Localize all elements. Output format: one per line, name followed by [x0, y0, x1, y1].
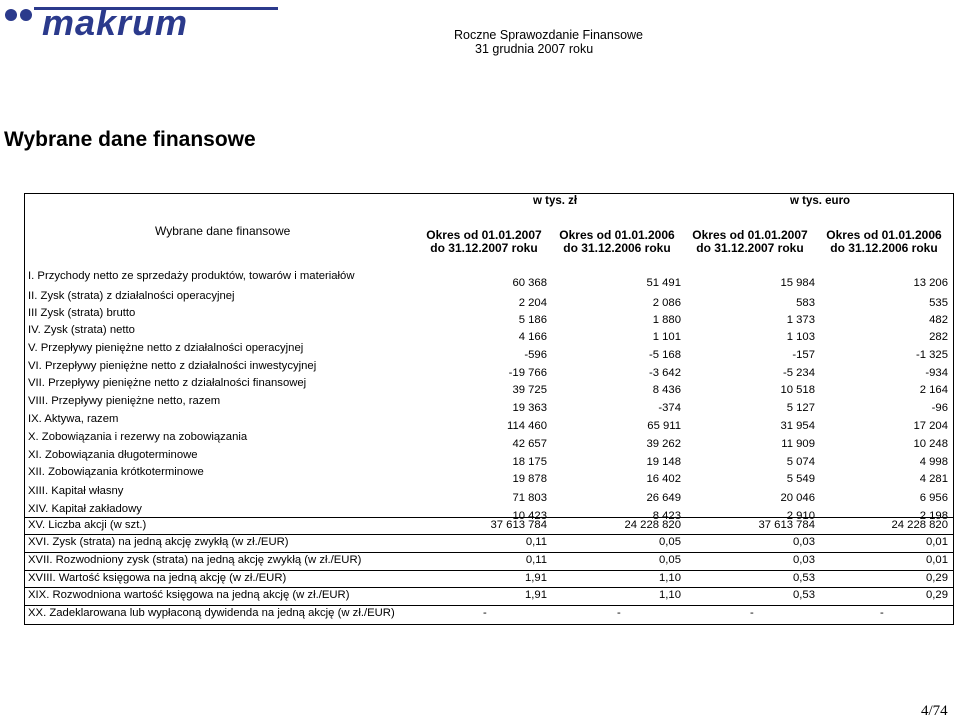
row-value: - [617, 607, 621, 619]
row-value: 6 956 [919, 492, 948, 504]
row-label: XII. Zobowiązania krótkoterminowe [28, 466, 204, 478]
row-value: 31 954 [780, 420, 815, 432]
row-value: -596 [524, 349, 547, 361]
row-value: 1,91 [525, 589, 547, 601]
row-value: - [750, 607, 754, 619]
row-value: 2 086 [652, 297, 681, 309]
row-label: V. Przepływy pieniężne netto z działalności operacyjnej [28, 342, 304, 354]
row-label: X. Zobowiązania i rezerwy na zobowiązania [28, 431, 248, 443]
row-value: 18 175 [512, 456, 547, 468]
row-value: 1 373 [786, 314, 815, 326]
row-value: 1 103 [786, 331, 815, 343]
row-value: 8 423 [652, 510, 681, 522]
row-value: -5 168 [648, 349, 681, 361]
row-value: 13 206 [913, 277, 948, 289]
row-label: XI. Zobowiązania długoterminowe [28, 449, 198, 461]
row-value: 1,10 [659, 572, 681, 584]
row-value: 1 101 [652, 331, 681, 343]
row-value: 65 911 [647, 420, 681, 432]
row-label: XX. Zadeklarowana lub wypłaconą dywidenda na jedną akcję (w zł./EUR) [28, 607, 395, 619]
row-divider [25, 552, 953, 553]
row-value: 15 984 [780, 277, 815, 289]
row-value: 24 228 820 [891, 519, 948, 531]
row-value: 1,10 [659, 589, 681, 601]
row-value: -19 766 [508, 367, 547, 379]
column-header-pln-2006: Okres od 01.01.2006 do 31.12.2006 roku [559, 228, 675, 255]
row-value: - [880, 607, 884, 619]
row-value: 16 402 [646, 473, 681, 485]
row-value: 4 998 [919, 456, 948, 468]
row-value: -3 642 [648, 367, 681, 379]
row-value: 0,01 [926, 536, 948, 548]
row-label: VI. Przepływy pieniężne netto z działalności inwestycyjnej [28, 360, 317, 372]
row-value: 2 910 [786, 510, 815, 522]
row-value: 1,91 [525, 572, 547, 584]
column-header-pln-2007: Okres od 01.01.2007 do 31.12.2007 roku [426, 228, 542, 255]
unit-eur-label: w tys. euro [790, 195, 851, 207]
row-value: 0,53 [793, 572, 815, 584]
row-value: 39 262 [646, 438, 681, 450]
row-value: 114 460 [507, 420, 547, 432]
row-label: XIX. Rozwodniona wartość księgowa na jedną akcję (w zł./EUR) [28, 589, 350, 601]
row-value: - [483, 607, 487, 619]
row-value: 0,01 [926, 554, 948, 566]
row-value: 4 166 [518, 331, 547, 343]
row-divider [25, 587, 953, 588]
row-value: 37 613 784 [490, 519, 547, 531]
row-label: XV. Liczba akcji (w szt.) [28, 519, 147, 531]
row-value: 5 127 [786, 402, 815, 414]
row-value: 4 281 [919, 473, 948, 485]
report-header [454, 28, 643, 56]
row-value: -934 [925, 367, 948, 379]
row-value: 5 186 [518, 314, 547, 326]
row-value: 37 613 784 [758, 519, 815, 531]
row-value: 0,11 [525, 536, 547, 548]
row-label: I. Przychody netto ze sprzedaży produktów, towarów i materiałów [28, 270, 355, 282]
row-value: -1 325 [915, 349, 948, 361]
row-value: 2 198 [919, 510, 948, 522]
row-label: II. Zysk (strata) z działalności operacyjnej [28, 290, 235, 302]
row-value: 1 880 [652, 314, 681, 326]
unit-pln-label: w tys. zł [533, 195, 578, 207]
row-label: VIII. Przepływy pieniężne netto, razem [28, 395, 221, 407]
column-header-eur-2006: Okres od 01.01.2006 do 31.12.2006 roku [826, 228, 942, 255]
row-value: 26 649 [646, 492, 681, 504]
row-value: 19 878 [512, 473, 547, 485]
row-value: 0,03 [793, 554, 815, 566]
row-label: VII. Przepływy pieniężne netto z działalności finansowej [28, 377, 307, 389]
row-value: -374 [658, 402, 681, 414]
column-header-eur-2007: Okres od 01.01.2007 do 31.12.2007 roku [692, 228, 808, 255]
row-value: 5 074 [786, 456, 815, 468]
row-value: 19 363 [512, 402, 547, 414]
row-label: III Zysk (strata) brutto [28, 307, 136, 319]
row-value: 10 518 [780, 384, 815, 396]
makrum-logo [2, 2, 278, 42]
row-value: 8 436 [652, 384, 681, 396]
row-value: 60 368 [512, 277, 547, 289]
row-value: 583 [796, 297, 815, 309]
row-value: 0,05 [659, 554, 681, 566]
row-value: 2 164 [919, 384, 948, 396]
row-value: 0,11 [525, 554, 547, 566]
row-value: 0,29 [926, 572, 948, 584]
row-value: 5 549 [786, 473, 815, 485]
row-value: -5 234 [782, 367, 815, 379]
row-value: 19 148 [646, 456, 681, 468]
row-value: 24 228 820 [624, 519, 681, 531]
row-label: IV. Zysk (strata) netto [28, 324, 135, 336]
row-value: 71 803 [512, 492, 547, 504]
row-label: IX. Aktywa, razem [28, 413, 119, 425]
row-value: 42 657 [512, 438, 547, 450]
row-divider [25, 570, 953, 571]
row-value: 0,29 [926, 589, 948, 601]
row-value: 10 248 [913, 438, 948, 450]
row-label: XVIII. Wartość księgowa na jedną akcję (w zł./EUR) [28, 572, 287, 584]
row-label: XIII. Kapitał własny [28, 485, 124, 497]
row-label: XVI. Zysk (strata) na jedną akcję zwykłą (w zł./EUR) [28, 536, 289, 548]
row-value: 39 725 [512, 384, 547, 396]
row-label: XVII. Rozwodniony zysk (strata) na jedną akcję zwykłą (w zł./EUR) [28, 554, 362, 566]
row-value: 51 491 [646, 277, 681, 289]
row-value: 282 [929, 331, 948, 343]
row-value: -96 [931, 402, 948, 414]
report-title: Roczne Sprawozdanie Finansowe [454, 28, 643, 42]
row-value: 535 [929, 297, 948, 309]
makrum-logo-text: makrum [42, 2, 189, 42]
row-value: 11 909 [781, 438, 815, 450]
row-divider [25, 517, 953, 518]
row-value: 10 423 [512, 510, 547, 522]
row-value: 0,03 [793, 536, 815, 548]
page-number: 4/74 [921, 703, 948, 719]
row-value: 0,53 [793, 589, 815, 601]
row-value: 2 204 [518, 297, 547, 309]
row-value: 20 046 [780, 492, 815, 504]
row-label: XIV. Kapitał zakładowy [28, 503, 142, 515]
row-value: 17 204 [913, 420, 948, 432]
page-title: Wybrane dane finansowe [4, 128, 256, 151]
report-date: 31 grudnia 2007 roku [475, 42, 594, 56]
row-value: 0,05 [659, 536, 681, 548]
row-divider [25, 534, 953, 535]
table-corner-label: Wybrane dane finansowe [155, 224, 291, 238]
row-value: -157 [792, 349, 815, 361]
row-value: 482 [929, 314, 948, 326]
row-divider [25, 605, 953, 606]
